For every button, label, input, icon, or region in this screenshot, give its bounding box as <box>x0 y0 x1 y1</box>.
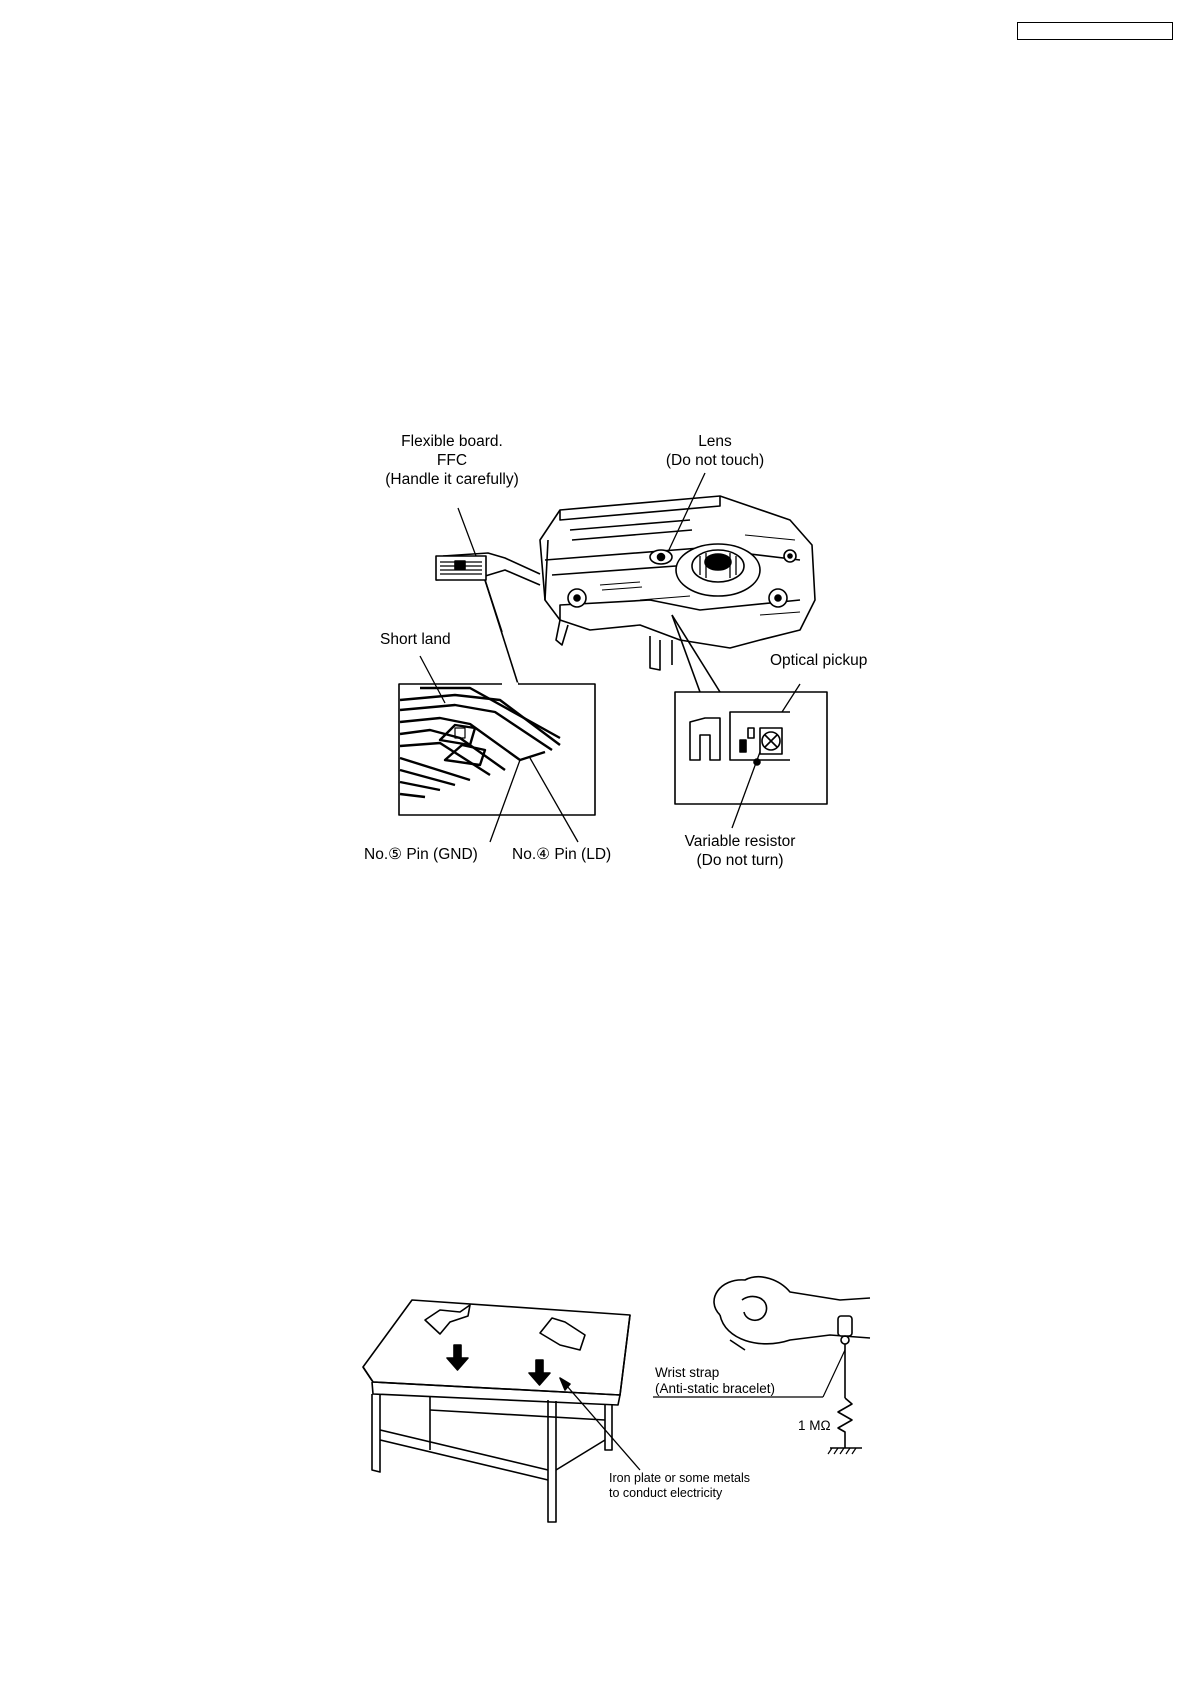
pin4-ld-label: No.④ Pin (LD) <box>512 846 612 863</box>
short-land-label: Short land <box>380 631 451 648</box>
pickup-mechanism-drawing <box>540 496 815 670</box>
resistor-detail-callout <box>672 615 827 828</box>
wrist-strap-line2: (Anti-static bracelet) <box>655 1381 776 1396</box>
variable-resistor-label <box>665 832 815 870</box>
iron-plate-label <box>609 1471 750 1501</box>
lens-label <box>640 432 790 470</box>
wrist-strap-label <box>655 1365 775 1397</box>
table-drawing <box>363 1300 640 1522</box>
lens-line1: Lens <box>698 433 732 450</box>
flexible-board-line1: Flexible board. <box>401 433 503 450</box>
flexible-board-line2: FFC <box>436 452 468 469</box>
iron-plate-line2: to conduct electricity <box>609 1486 723 1500</box>
pin5-gnd-label: No.⑤ Pin (GND) <box>364 846 478 863</box>
wrist-strap-line1: Wrist strap <box>655 1365 720 1380</box>
lens-line2: (Do not touch) <box>665 452 765 469</box>
ffc-cable-drawing <box>436 553 540 585</box>
flexible-board-label <box>362 432 542 489</box>
flexible-board-line3: (Handle it carefully) <box>385 471 519 488</box>
optical-pickup-label: Optical pickup <box>770 652 868 669</box>
variable-resistor-line2: (Do not turn) <box>696 852 784 869</box>
iron-plate-line1: Iron plate or some metals <box>609 1471 751 1485</box>
resistance-label: 1 MΩ <box>798 1418 831 1433</box>
variable-resistor-line1: Variable resistor <box>684 833 796 850</box>
